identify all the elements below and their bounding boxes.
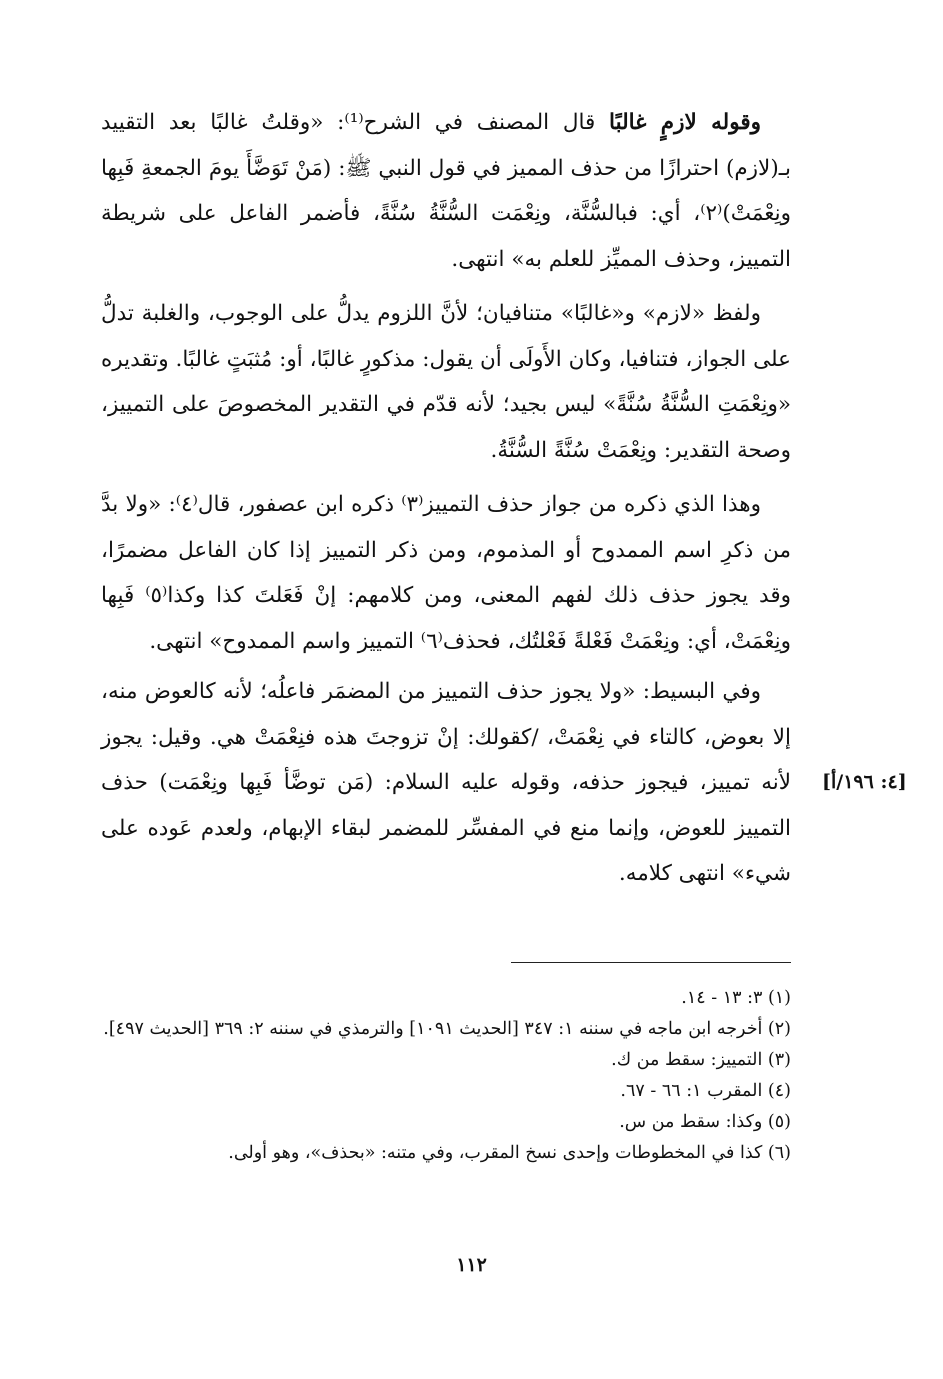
paragraph-3: وهذا الذي ذكره من جواز حذف التمييز⁽٣⁾ ذكره ابن عصفور، قال⁽٤⁾: «ولا بدَّ من ذكرِ اسم الممدوح أو المذموم، ومن ذكر التمييز إذا كان الفاعل مضمرًا، وقد يجوز حذف ذلك لفهم المعنى، ومن كلامهم: إنْ فَعَلتَ كذا وكذا⁽٥⁾ فَبِها ونِعْمَتْ، أي: ونِعْمَتْ فَعْلةً فَعْلتُك، فحذف⁽٦⁾ التمييز واسم الممدوح» انتهى.	[101, 492, 791, 654]
paragraph-4: وفي البسيط: «ولا يجوز حذف التمييز من المضمَر فاعلُه؛ لأنه كالعوض منه، إلا بعوض، كالتاء في نِعْمَتْ، /كقولك: إنْ تزوجتَ هذه فنِعْمَتْ هي. وقيل: يجوز لأنه تمييز، فيجوز حذفه، وقوله عليه السلام: (مَن توضَّأ فَبِها ونِعْمَت) حذف التمييز للعوض، وإنما منع في المفسِّر للمضمر لبقاء الإبهام، ولعدم عَوده على شيء» انتهى كلامه.	[101, 679, 791, 886]
footnotes	[101, 983, 791, 1169]
paragraph-2: ولفظ «لازم» و«غالبًا» متنافيان؛ لأنَّ اللزوم يدلُّ على الوجوب، والغلبة تدلُّ على الجواز، فتنافيا، وكان الأَولَى أن يقول: مذكورٍ غالبًا، أو: مُثبَتٍ غالبًا. وتقديره «ونِعْمَتِ السُّنَّةُ سُنَّةً» ليس بجيد؛ لأنه قدّم في التقدير المخصوصَ على التمييز، وصحة التقدير: ونِعْمَتْ سُنَّةً السُّنَّةُ.	[101, 301, 791, 463]
footnote-5: (٥) وكذا: سقط من س.	[619, 1112, 791, 1132]
footnote-2: (٢) أخرجه ابن ماجه في سننه ١: ٣٤٧ [الحديث ١٠٩١] والترمذي في سننه ٢: ٣٦٩ [الحديث ٤٩٧].	[103, 1019, 791, 1039]
footnote-4: (٤) المقرب ١: ٦٦ - ٦٧.	[620, 1081, 791, 1101]
manuscript-folio-reference: [٤: ١٩٦/أ]	[822, 771, 907, 793]
paragraph-1	[101, 100, 791, 282]
main-text	[101, 100, 791, 897]
paragraph-1-text: قال المصنف في الشرح⁽¹⁾: «وقلتُ غالبًا بعد التقييد بـ(لازم) احترازًا من حذف المميز في قول النبي ﷺ: (مَنْ تَوَضَّأَ يومَ الجمعةِ فَبِها ونِعْمَتْ)⁽٢⁾، أي: فبالسُّنَّة، ونِعْمَت السُّنَّةُ سُنَّةً، فأضمر الفاعل على شريطة التمييز، وحذف المميِّز للعلم به» انتهى.	[101, 110, 791, 272]
paragraph-1-lead: وقوله لازمٍ غالبًا	[609, 110, 761, 135]
footnote-1: (١) ٣: ١٣ - ١٤.	[681, 988, 791, 1008]
footnote-3: (٣) التمييز: سقط من ك.	[611, 1050, 791, 1070]
footnote-6: (٦) كذا في المخطوطات وإحدى نسخ المقرب، وفي متنه: «بحذف»، وهو أولى.	[228, 1143, 791, 1163]
page-number: ١١٢	[456, 1254, 487, 1276]
footnote-separator	[511, 962, 791, 963]
